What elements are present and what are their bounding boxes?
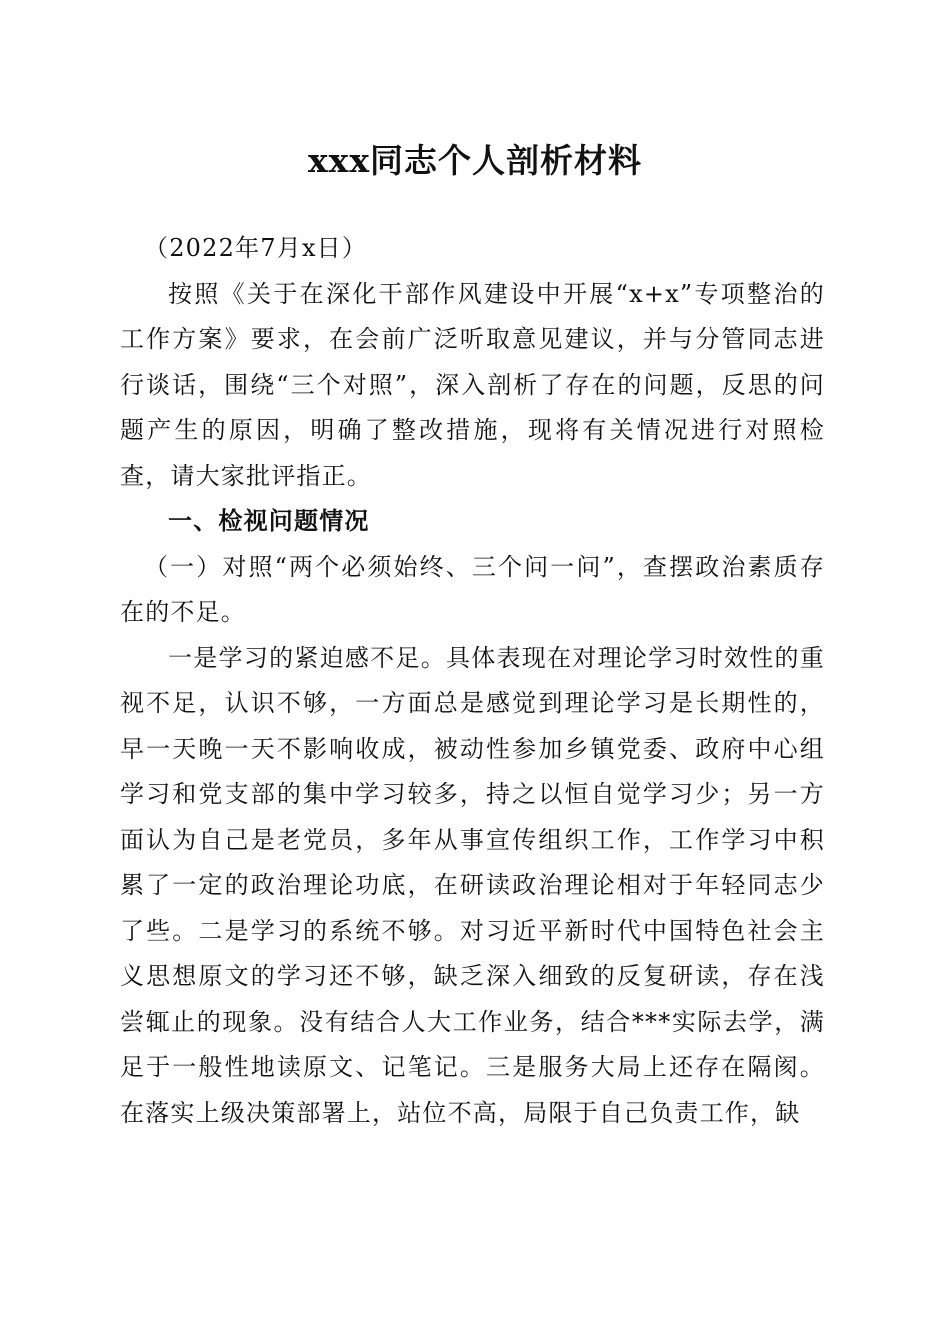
- intro-paragraph: 按照《关于在深化干部作风建设中开展“x+x”专项整治的工作方案》要求，在会前广泛听取意见建议，并与分管同志进行谈话，围绕“三个对照”，深入剖析了存在的问题，反思的问题产生的原因，明确了整改措施，现将有关情况进行对照检查，请大家批评指正。: [120, 279, 825, 490]
- body-paragraph: 一是学习的紧迫感不足。具体表现在对理论学习时效性的重视不足，认识不够，一方面总是感觉到理论学习是长期性的，早一天晚一天不影响收成，被动性参加乡镇党委、政府中心组学习和党支部的集中学习较多，持之以恒自觉学习少；另一方面认为自己是老党员，多年从事宣传组织工作，工作学习中积累了一定的政治理论功底，在研读政治理论相对于年轻同志少了些。二是学习的系统不够。对习近平新时代中国特色社会主义思想原文的学习还不够，缺乏深入细致的反复研读，存在浅尝辄止的现象。没有结合人大工作业务，结合***实际去学，满足于一般性地读原文、记笔记。三是服务大局上还存在隔阂。在落实上级决策部署上，站位不高，局限于自己负责工作，缺: [120, 643, 825, 1127]
- document-body: [120, 226, 825, 1136]
- document-date: （2022年7月x日）: [144, 234, 368, 262]
- section-heading: 一、检视问题情况: [168, 507, 370, 535]
- subsection-heading: （一）对照“两个必须始终、三个问一问”，查摆政治素质存在的不足。: [120, 552, 825, 626]
- document-title: xxx同志个人剖析材料: [307, 141, 643, 180]
